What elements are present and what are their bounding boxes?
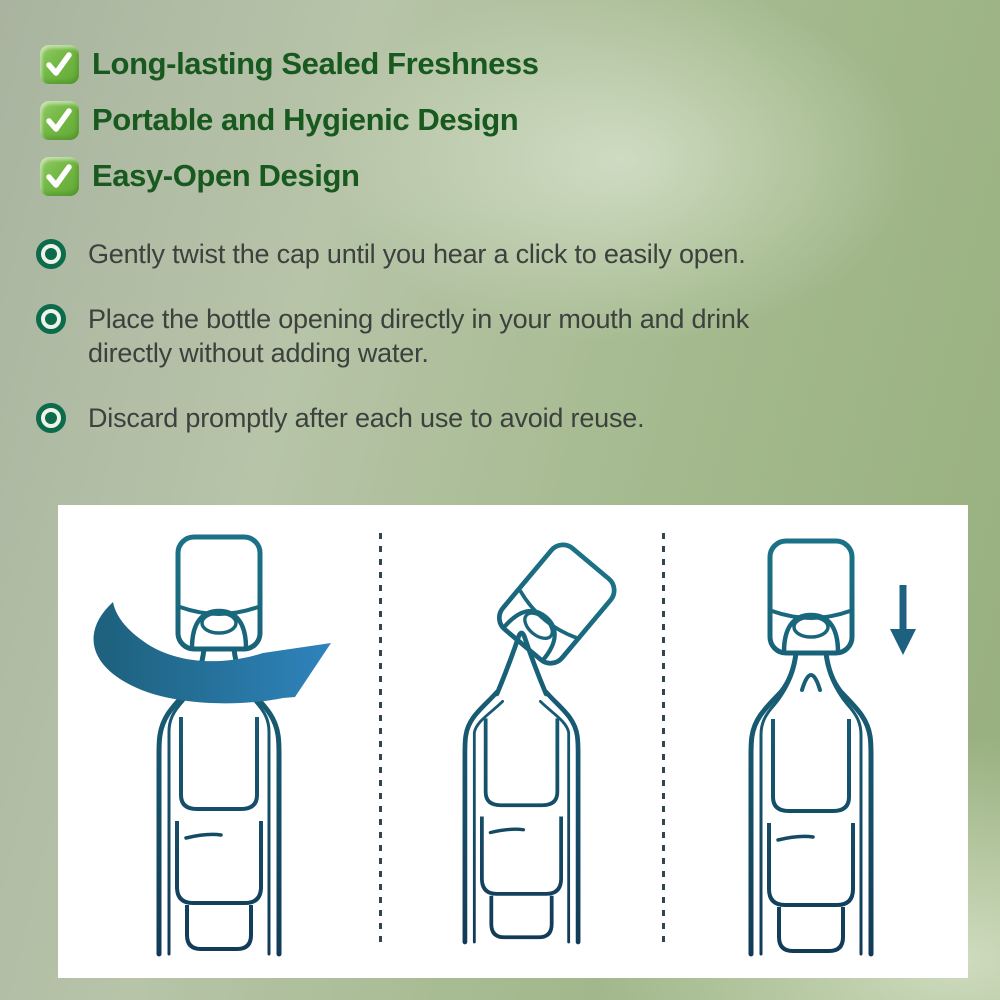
target-bullet-icon	[36, 403, 66, 433]
bottle-with-twist-arrow-icon	[64, 507, 374, 977]
checked-checkbox-icon	[40, 157, 79, 196]
feature-item	[40, 100, 539, 140]
feature-label: Easy-Open Design	[92, 158, 360, 193]
instruction-text: Place the bottle opening directly in your mouth and drink directly without adding water.	[88, 304, 750, 368]
instruction-item	[36, 237, 811, 271]
target-bullet-icon	[36, 304, 66, 334]
diagram-step-press	[663, 505, 968, 978]
instruction-list	[36, 237, 811, 466]
twist-arrow-icon	[94, 602, 331, 703]
feature-item	[40, 44, 539, 84]
bottle-cap-removed-icon	[380, 507, 663, 977]
feature-label: Portable and Hygienic Design	[92, 102, 519, 137]
bottle-with-down-arrow-icon	[666, 507, 966, 977]
feature-item	[40, 156, 539, 196]
instruction-item	[36, 302, 811, 370]
checked-checkbox-icon	[40, 101, 79, 140]
diagram-step-open	[380, 505, 663, 978]
checked-checkbox-icon	[40, 45, 79, 84]
instruction-item	[36, 401, 811, 435]
feature-label: Long-lasting Sealed Freshness	[92, 46, 539, 81]
down-arrow-icon	[890, 585, 916, 655]
instruction-text: Gently twist the cap until you hear a click to easily open.	[88, 239, 746, 269]
instruction-text: Discard promptly after each use to avoid reuse.	[88, 403, 645, 433]
feature-list	[40, 44, 539, 212]
usage-diagram-panel	[58, 505, 968, 978]
diagram-step-twist	[58, 505, 380, 978]
target-bullet-icon	[36, 239, 66, 269]
